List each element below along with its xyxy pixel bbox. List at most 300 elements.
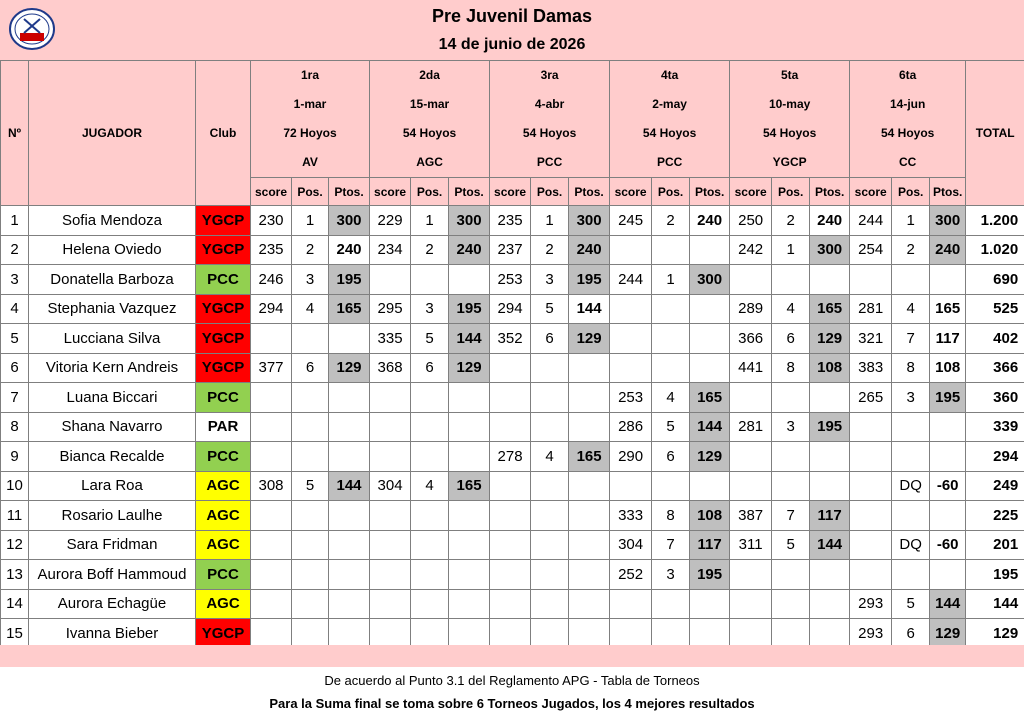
points-cell [569, 501, 610, 531]
position-cell [531, 589, 569, 619]
row-num: 12 [1, 530, 29, 560]
event-holes: 54 Hoyos [762, 126, 817, 140]
score-cell: 253 [490, 265, 531, 295]
points-cell: 195 [449, 294, 490, 324]
points-cell [930, 501, 966, 531]
row-num: 4 [1, 294, 29, 324]
points-cell: 117 [810, 501, 850, 531]
position-cell [892, 265, 930, 295]
score-cell [490, 383, 531, 413]
points-cell: 129 [810, 324, 850, 354]
points-cell: 117 [930, 324, 966, 354]
club-badge: YGCP [196, 294, 251, 324]
score-cell: 281 [730, 412, 772, 442]
event-date: 2-may [652, 97, 687, 111]
player-name: Lucciana Silva [29, 324, 196, 354]
position-cell: 8 [772, 353, 810, 383]
points-cell [449, 412, 490, 442]
table-row [1, 324, 1024, 354]
event-order: 1ra [301, 68, 320, 82]
points-cell [329, 383, 370, 413]
position-cell [531, 530, 569, 560]
points-cell: 117 [690, 530, 730, 560]
table-row [1, 206, 1024, 236]
score-cell [610, 294, 652, 324]
footer-band [0, 645, 1024, 667]
points-cell [569, 530, 610, 560]
points-cell: 165 [449, 471, 490, 501]
points-cell [329, 501, 370, 531]
points-cell: 144 [329, 471, 370, 501]
position-cell: 5 [892, 589, 930, 619]
points-cell [810, 265, 850, 295]
points-cell [810, 442, 850, 472]
points-cell: 240 [329, 235, 370, 265]
total-cell: 129 [966, 619, 1024, 649]
row-num: 5 [1, 324, 29, 354]
score-cell [850, 530, 892, 560]
points-cell: 144 [569, 294, 610, 324]
position-cell [531, 353, 569, 383]
points-cell: 165 [329, 294, 370, 324]
points-cell [449, 383, 490, 413]
row-num: 10 [1, 471, 29, 501]
total-cell: 225 [966, 501, 1024, 531]
points-cell [690, 235, 730, 265]
score-cell [850, 560, 892, 590]
points-cell [930, 560, 966, 590]
position-cell [292, 324, 329, 354]
points-cell [810, 471, 850, 501]
position-cell [292, 383, 329, 413]
position-cell [411, 383, 449, 413]
score-cell: 242 [730, 235, 772, 265]
position-cell: 2 [892, 235, 930, 265]
points-cell [569, 412, 610, 442]
player-name: Luana Biccari [29, 383, 196, 413]
points-cell: 129 [930, 619, 966, 649]
score-cell [370, 265, 411, 295]
event-date: 10-may [768, 97, 811, 111]
score-cell: 253 [610, 383, 652, 413]
score-cell [490, 471, 531, 501]
score-cell [490, 589, 531, 619]
score-cell [850, 471, 892, 501]
player-name: Ivanna Bieber [29, 619, 196, 649]
position-cell [292, 412, 329, 442]
club-badge: YGCP [196, 619, 251, 649]
position-cell: 3 [772, 412, 810, 442]
position-cell: 2 [772, 206, 810, 236]
player-name: Sofia Mendoza [29, 206, 196, 236]
position-cell: 5 [652, 412, 690, 442]
row-num: 2 [1, 235, 29, 265]
position-cell [652, 294, 690, 324]
position-cell: DQ [892, 471, 930, 501]
position-cell: 3 [652, 560, 690, 590]
points-cell [690, 471, 730, 501]
points-cell: 195 [569, 265, 610, 295]
event-order: 6ta [899, 68, 917, 82]
club-badge: AGC [196, 530, 251, 560]
position-cell: 2 [531, 235, 569, 265]
score-cell: 289 [730, 294, 772, 324]
score-cell: 229 [370, 206, 411, 236]
subheader-pts: Ptos. [569, 178, 610, 206]
table-row [1, 619, 1024, 649]
points-cell: -60 [930, 530, 966, 560]
points-cell: 144 [930, 589, 966, 619]
position-cell: 8 [892, 353, 930, 383]
row-num: 8 [1, 412, 29, 442]
score-cell [850, 265, 892, 295]
score-cell [251, 324, 292, 354]
score-cell: 311 [730, 530, 772, 560]
total-cell: 690 [966, 265, 1024, 295]
position-cell [892, 412, 930, 442]
score-cell: 304 [370, 471, 411, 501]
position-cell: 4 [892, 294, 930, 324]
player-name: Helena Oviedo [29, 235, 196, 265]
row-num: 15 [1, 619, 29, 649]
position-cell [411, 501, 449, 531]
score-cell [370, 530, 411, 560]
points-cell [690, 353, 730, 383]
score-cell [490, 530, 531, 560]
table-row [1, 265, 1024, 295]
score-cell [370, 589, 411, 619]
position-cell: 4 [411, 471, 449, 501]
total-cell: 1.200 [966, 206, 1024, 236]
position-cell [411, 412, 449, 442]
points-cell [690, 324, 730, 354]
subheader-pos: Pos. [892, 178, 930, 206]
score-cell [370, 560, 411, 590]
score-cell [251, 530, 292, 560]
score-cell: 441 [730, 353, 772, 383]
points-cell [810, 589, 850, 619]
score-cell [730, 265, 772, 295]
row-num: 6 [1, 353, 29, 383]
club-badge: AGC [196, 589, 251, 619]
footer-note: De acuerdo al Punto 3.1 del Reglamento APG - Tabla de Torneos [324, 673, 700, 688]
club-badge: PCC [196, 383, 251, 413]
position-cell: 1 [652, 265, 690, 295]
position-cell: 1 [772, 235, 810, 265]
score-cell: 230 [251, 206, 292, 236]
points-cell: 300 [810, 235, 850, 265]
footer-rule: Para la Suma final se toma sobre 6 Torneos Jugados, los 4 mejores resultados [269, 696, 755, 711]
subheader-pos: Pos. [411, 178, 449, 206]
score-cell: 234 [370, 235, 411, 265]
score-cell: 335 [370, 324, 411, 354]
total-cell: 402 [966, 324, 1024, 354]
score-cell [490, 353, 531, 383]
table-row [1, 589, 1024, 619]
position-cell [531, 412, 569, 442]
header-total: TOTAL [966, 61, 1024, 206]
position-cell: 5 [411, 324, 449, 354]
points-cell: 240 [810, 206, 850, 236]
club-badge: PCC [196, 560, 251, 590]
player-name: Stephania Vazquez [29, 294, 196, 324]
position-cell [411, 619, 449, 649]
score-cell: 293 [850, 619, 892, 649]
score-cell [730, 589, 772, 619]
score-cell [610, 353, 652, 383]
points-cell [569, 560, 610, 590]
score-cell [251, 501, 292, 531]
event-header-5 [730, 61, 850, 178]
subheader-pts: Ptos. [449, 178, 490, 206]
table-row [1, 353, 1024, 383]
subheader-score: score [850, 178, 892, 206]
standings-table [0, 60, 1024, 649]
event-venue: AV [302, 155, 318, 169]
score-cell: 377 [251, 353, 292, 383]
position-cell: 6 [531, 324, 569, 354]
points-cell [329, 412, 370, 442]
position-cell: 1 [411, 206, 449, 236]
points-cell [569, 471, 610, 501]
score-cell: 252 [610, 560, 652, 590]
position-cell: 2 [292, 235, 329, 265]
header-band [0, 0, 1024, 60]
position-cell: 3 [531, 265, 569, 295]
score-cell: 295 [370, 294, 411, 324]
total-cell: 294 [966, 442, 1024, 472]
score-cell: 387 [730, 501, 772, 531]
row-num: 3 [1, 265, 29, 295]
score-cell [370, 619, 411, 649]
position-cell: 5 [772, 530, 810, 560]
score-cell [251, 560, 292, 590]
points-cell [329, 324, 370, 354]
club-badge: PCC [196, 442, 251, 472]
total-cell: 201 [966, 530, 1024, 560]
table-row [1, 471, 1024, 501]
event-venue: CC [899, 155, 917, 169]
event-date: 4-abr [534, 97, 565, 111]
score-cell: 290 [610, 442, 652, 472]
score-cell: 368 [370, 353, 411, 383]
points-cell [449, 265, 490, 295]
points-cell [449, 442, 490, 472]
position-cell: 2 [652, 206, 690, 236]
position-cell [411, 265, 449, 295]
event-header-1 [251, 61, 370, 178]
event-date: 1-mar [293, 97, 327, 111]
subheader-score: score [490, 178, 531, 206]
position-cell: 6 [292, 353, 329, 383]
points-cell: 129 [690, 442, 730, 472]
score-cell: 294 [251, 294, 292, 324]
points-cell [930, 412, 966, 442]
position-cell: 3 [292, 265, 329, 295]
points-cell: 144 [810, 530, 850, 560]
position-cell: 4 [292, 294, 329, 324]
points-cell: 300 [930, 206, 966, 236]
points-cell: 300 [449, 206, 490, 236]
points-cell: 240 [449, 235, 490, 265]
total-cell: 195 [966, 560, 1024, 590]
position-cell: 1 [292, 206, 329, 236]
club-badge: YGCP [196, 206, 251, 236]
score-cell: 294 [490, 294, 531, 324]
row-num: 13 [1, 560, 29, 590]
position-cell [652, 353, 690, 383]
player-name: Shana Navarro [29, 412, 196, 442]
points-cell: 195 [690, 560, 730, 590]
points-cell [449, 589, 490, 619]
score-cell: 244 [610, 265, 652, 295]
points-cell: 195 [810, 412, 850, 442]
position-cell [531, 383, 569, 413]
position-cell [411, 530, 449, 560]
position-cell [652, 235, 690, 265]
points-cell [449, 619, 490, 649]
points-cell [569, 589, 610, 619]
points-cell: 129 [329, 353, 370, 383]
points-cell: 165 [690, 383, 730, 413]
club-badge: AGC [196, 501, 251, 531]
points-cell [810, 619, 850, 649]
row-num: 1 [1, 206, 29, 236]
score-cell [490, 619, 531, 649]
header-num: Nº [1, 61, 29, 206]
page-title: Pre Juvenil Damas [431, 6, 593, 26]
subheader-score: score [251, 178, 292, 206]
club-badge: YGCP [196, 235, 251, 265]
score-cell [610, 589, 652, 619]
total-cell: 1.020 [966, 235, 1024, 265]
total-cell: 366 [966, 353, 1024, 383]
score-cell [730, 560, 772, 590]
score-cell [251, 442, 292, 472]
score-cell: 237 [490, 235, 531, 265]
score-cell [251, 589, 292, 619]
score-cell: 321 [850, 324, 892, 354]
score-cell [490, 560, 531, 590]
event-header-6 [850, 61, 966, 178]
event-venue: PCC [656, 155, 683, 169]
position-cell: 3 [892, 383, 930, 413]
score-cell [730, 383, 772, 413]
position-cell: 7 [772, 501, 810, 531]
points-cell [449, 501, 490, 531]
points-cell: 165 [569, 442, 610, 472]
points-cell: 165 [810, 294, 850, 324]
points-cell: 129 [569, 324, 610, 354]
points-cell: -60 [930, 471, 966, 501]
score-cell [850, 442, 892, 472]
row-num: 9 [1, 442, 29, 472]
score-cell: 250 [730, 206, 772, 236]
event-header-3 [490, 61, 610, 178]
points-cell: 195 [930, 383, 966, 413]
event-holes: 72 Hoyos [283, 126, 337, 140]
position-cell [892, 501, 930, 531]
score-cell: 246 [251, 265, 292, 295]
position-cell [652, 324, 690, 354]
points-cell [329, 619, 370, 649]
points-cell: 144 [690, 412, 730, 442]
score-cell [850, 412, 892, 442]
player-name: Vitoria Kern Andreis [29, 353, 196, 383]
header-player: JUGADOR [29, 61, 196, 206]
position-cell: 6 [652, 442, 690, 472]
position-cell: 7 [892, 324, 930, 354]
points-cell: 144 [449, 324, 490, 354]
score-cell: 366 [730, 324, 772, 354]
score-cell [251, 383, 292, 413]
club-badge: YGCP [196, 324, 251, 354]
event-venue: AGC [416, 155, 443, 169]
position-cell: 6 [892, 619, 930, 649]
position-cell: DQ [892, 530, 930, 560]
score-cell: 235 [251, 235, 292, 265]
subheader-score: score [730, 178, 772, 206]
points-cell: 240 [930, 235, 966, 265]
points-cell [449, 530, 490, 560]
event-venue: PCC [536, 155, 563, 169]
points-cell [690, 294, 730, 324]
total-cell: 525 [966, 294, 1024, 324]
total-cell: 249 [966, 471, 1024, 501]
score-cell [251, 619, 292, 649]
score-cell: 245 [610, 206, 652, 236]
event-holes: 54 Hoyos [402, 126, 457, 140]
table-row [1, 530, 1024, 560]
score-cell [490, 501, 531, 531]
position-cell: 8 [652, 501, 690, 531]
total-cell: 339 [966, 412, 1024, 442]
score-cell: 254 [850, 235, 892, 265]
event-order: 3ra [540, 68, 559, 82]
club-badge: AGC [196, 471, 251, 501]
score-cell [610, 324, 652, 354]
points-cell [449, 560, 490, 590]
position-cell: 3 [411, 294, 449, 324]
subheader-pos: Pos. [292, 178, 329, 206]
points-cell [329, 560, 370, 590]
event-date: 15-mar [409, 97, 450, 111]
position-cell [531, 560, 569, 590]
subheader-pts: Ptos. [329, 178, 370, 206]
position-cell [772, 471, 810, 501]
position-cell [292, 501, 329, 531]
score-cell [490, 412, 531, 442]
subheader-pts: Ptos. [810, 178, 850, 206]
table-row [1, 294, 1024, 324]
points-cell: 165 [930, 294, 966, 324]
subheader-pts: Ptos. [930, 178, 966, 206]
position-cell: 5 [292, 471, 329, 501]
event-holes: 54 Hoyos [522, 126, 577, 140]
score-cell: 265 [850, 383, 892, 413]
position-cell [292, 442, 329, 472]
score-cell: 352 [490, 324, 531, 354]
points-cell [569, 619, 610, 649]
position-cell [652, 589, 690, 619]
points-cell [690, 589, 730, 619]
player-name: Aurora Echagüe [29, 589, 196, 619]
points-cell [569, 383, 610, 413]
score-cell [730, 619, 772, 649]
position-cell [531, 619, 569, 649]
position-cell: 4 [652, 383, 690, 413]
event-venue: YGCP [772, 155, 807, 169]
